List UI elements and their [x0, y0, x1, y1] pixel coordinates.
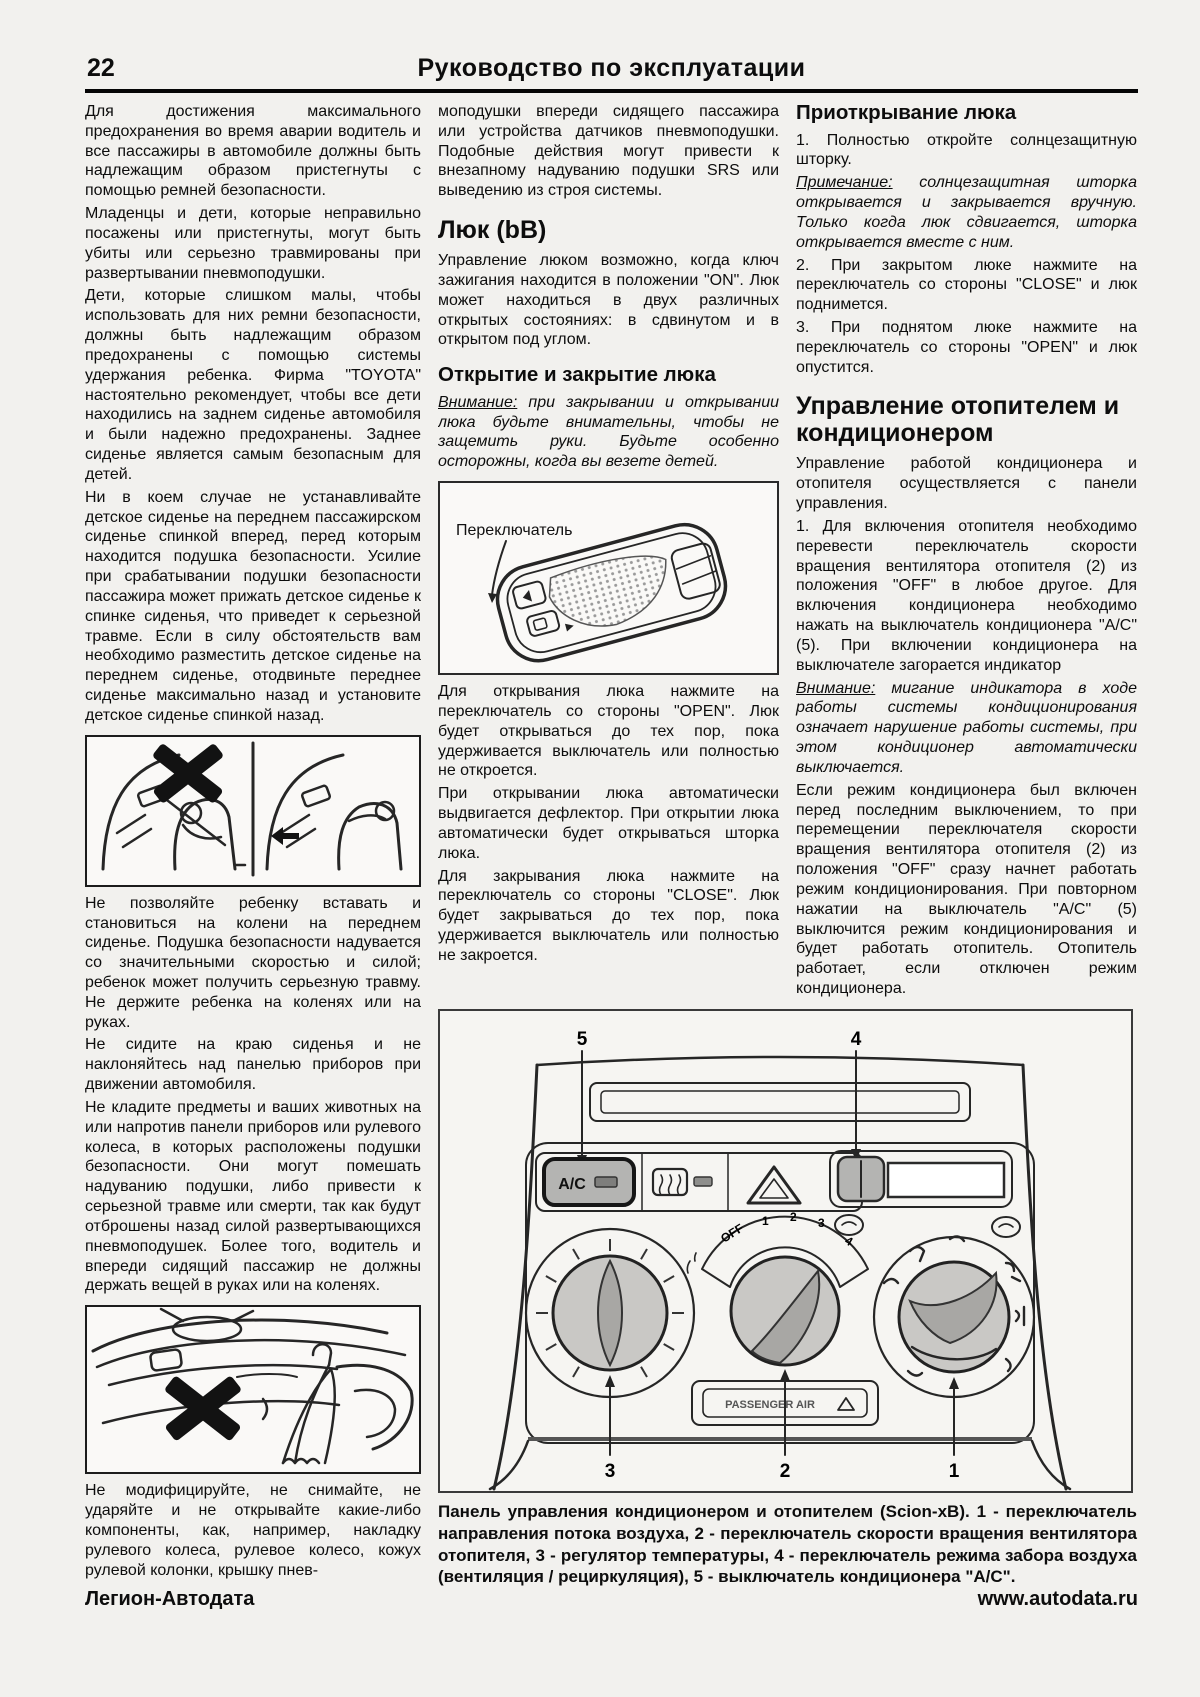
right-section — [438, 102, 1137, 1588]
paragraph: При открывании люка автоматически выдвигается дефлектор. При открытии люка автоматически будет открываться шторка люка. — [438, 785, 779, 862]
figure-label-switch: Переключатель — [456, 522, 573, 540]
callout-1: 1 — [948, 1461, 960, 1482]
defogger-indicator-icon — [694, 1177, 712, 1186]
paragraph: 2. При закрытом люке нажмите на переключатель со стороны "CLOSE" и люк поднимется. — [796, 256, 1137, 314]
paragraph: 3. При поднятом люке нажмите на переключатель со стороны "OPEN" и люк опустится. — [796, 319, 1137, 376]
fan-label-4: 4 — [842, 1233, 856, 1249]
warning-note — [796, 679, 1137, 778]
subsection-heading-open-close: Открытие и закрытие люка — [438, 363, 716, 387]
ac-button — [544, 1159, 634, 1205]
warning-note-text: мигание индикатора в ходе работы системы кондиционирования означает нарушение работы системы, при этом кондиционер автоматически выключается. — [796, 679, 1137, 776]
prohibited-x-icon — [152, 742, 225, 803]
paragraph: Если режим кондиционера был включен перед последним выключением, то при перемещении переключателя скорости вращения вентилятора отопителя (2) из положения "OFF" сразу начнет работать режим кондиционирования. При повторном нажатии на выключатель "A/C" (5) выключится режим кондиционирования и будет работать отопитель. Отопитель работает, если отключен режим кондиционера. — [796, 781, 1137, 997]
paragraph: Не позволяйте ребенку вставать и становиться на колени на переднем сиденье. Подушка безопасности надувается со значительными скоростью и силой; ребенок может получить серьезную травму. Не держите ребенка на коленях или на руках. — [85, 894, 421, 1031]
paragraph: Младенцы и дети, которые неправильно посажены или пристегнуты, могут быть убиты или серьезно травмированы при развертывании пневмоподушки. — [85, 205, 421, 282]
paragraph: Для достижения максимального предохранения во время аварии водитель и все пассажиры в автомобиле должны быть надлежащим образом пристегнуты с помощью ремней безопасности. — [85, 103, 421, 200]
warning-note-lead: Внимание: — [438, 393, 518, 411]
figure-dashboard-warning — [85, 1305, 421, 1474]
hazard-button — [748, 1167, 800, 1203]
slider-slot — [888, 1163, 1004, 1197]
paragraph: 1. Для включения отопителя необходимо перевести переключатель скорости вращения вентилятора отопителя (2) из положения "OFF" в любое другое. Для включения кондиционера необходимо нажать на выключатель кондиционера "A/C" (5). При включении кондиционера на выключателе загорается индикатор — [796, 517, 1137, 674]
column-right — [796, 102, 1137, 997]
paragraph: Ни в коем случае не устанавливайте детское сиденье на переднем пассажирском сиденье спинкой вперед, перед которым находится подушка безопасности. Усилие при срабатывании подушки безопасности пассажира может прижать детское сиденье к спинке сиденья, что приведет к серьезной травме. Если в силу обстоятельств вам необходимо разместить детское сиденье на переднем сиденье, отодвиньте переднее сиденье максимально назад и установите детское сиденье спинкой назад. — [85, 488, 421, 724]
fan-label-3: 3 — [818, 1216, 825, 1230]
figure-sunroof-switch — [438, 481, 779, 675]
passenger-badge-label: PASSENGER AIR — [725, 1399, 815, 1411]
warning-note-text: при закрывании и открывании люка будьте внимательны, чтобы не защемить руки. Будьте особенно осторожны, когда вы везете детей. — [438, 393, 779, 471]
callout-2: 2 — [779, 1461, 791, 1482]
section-heading-hvac: Управление отопителем и кондиционером — [796, 392, 1120, 448]
upper-columns — [438, 102, 1137, 997]
remark-note-lead: Примечание: — [796, 174, 893, 192]
page-header — [85, 50, 1138, 93]
ac-indicator-icon — [595, 1177, 617, 1187]
column-left — [85, 102, 421, 1582]
callout-3: 3 — [604, 1461, 616, 1482]
fan-label-2: 2 — [790, 1210, 797, 1224]
callout-5: 5 — [576, 1029, 588, 1050]
page-title: Руководство по эксплуатации — [417, 54, 806, 82]
ac-button-label: A/C — [558, 1176, 586, 1193]
paragraph: Не кладите предметы и ваших животных на или напротив панели приборов или рулевого колеса, в которых расположены подушки безопасности. Они могут помешать надуванию подушки, либо привести к серьезной травме или смерти, так как будут отброшены назад силой развертывающихся пневмоподушек. Более того, водитель и впереди сидящий пассажир не должны держать вещей в руках или на коленях. — [85, 1098, 421, 1295]
warning-note-lead: Внимание: — [796, 679, 876, 697]
paragraph: Управление люком возможно, когда ключ зажигания находится в положении "ON". Люк может находиться в двух различных открытых состояниях: в сдвинутом и в открытом под углом. — [438, 252, 779, 349]
paragraph: Управление работой кондиционера и отопителя осуществляется с панели управления. — [796, 455, 1137, 513]
callout-4: 4 — [850, 1029, 862, 1050]
paragraph: моподушки впереди сидящего пассажира или устройства датчиков пневмоподушки. Подобные действия могут привести к внезапному надуванию подушки SRS или выведению из строя системы. — [438, 103, 779, 200]
remark-note — [796, 173, 1137, 252]
airflow-mode-dial — [874, 1236, 1034, 1397]
oval-badge-icon — [992, 1217, 1020, 1237]
warning-triangle-icon — [838, 1398, 854, 1410]
warning-note — [438, 393, 779, 472]
column-middle — [438, 102, 779, 997]
temperature-dial — [526, 1229, 694, 1397]
fan-label-off: OFF — [718, 1220, 746, 1246]
fan-label-1: 1 — [762, 1214, 769, 1228]
paragraph: Не сидите на краю сиденья и не наклоняйтесь над панелью приборов при движении автомобиля. — [85, 1036, 421, 1094]
air-intake-slider — [830, 1151, 1012, 1207]
paragraph: Не модифицируйте, не снимайте, не ударяйте и не открывайте какие-либо компоненты, как, например, накладку рулевого колеса, рулевое колесо, кожух рулевой колонки, крышку пнев- — [85, 1482, 421, 1579]
paragraph: Дети, которые слишком малы, чтобы использовать для них ремни безопасности, должны быть надлежащим образом предохранены с помощью системы удержания ребенка. Фирма "TOYOTA" настоятельно рекомендует, чтобы все дети находились на заднем сиденье автомобиля и были надежно предохранены. Заднее сиденье является самым безопасным для детей. — [85, 287, 421, 483]
page-content — [85, 102, 1137, 1588]
paragraph: Для закрывания люка нажмите на переключатель со стороны "CLOSE". Люк будет закрываться до тех пор, пока удерживается выключатель или полностью не закроется. — [438, 867, 779, 964]
figure-hvac-control-panel — [438, 1009, 1133, 1493]
website-url: www.autodata.ru — [977, 1588, 1138, 1610]
paragraph: Для открывания люка нажмите на переключатель со стороны "OPEN". Люк будет открываться до тех пор, пока удерживается выключатель или полностью не откроется. — [438, 683, 779, 780]
figure-child-seat-warning — [85, 735, 421, 887]
section-heading-sunroof: Люк (bB) — [438, 216, 547, 245]
remark-note-text: солнцезащитная шторка открывается и закрывается вручную. Только когда люк сдвигается, шторка открывается вместе с ним. — [796, 174, 1137, 251]
publisher-name: Легион-Автодата — [85, 1588, 255, 1610]
paragraph: 1. Полностью откройте солнцезащитную шторку. — [796, 131, 1137, 169]
subsection-heading-tilt: Приоткрывание люка — [796, 102, 1017, 124]
fan-icon — [687, 1253, 696, 1273]
defogger-button — [653, 1169, 712, 1195]
page-number: 22 — [87, 54, 115, 82]
oval-badge-icon — [835, 1215, 863, 1235]
figure-caption: Панель управления кондиционером и отопителем (Scion-xB). 1 - переключатель направления потока воздуха, 2 - переключатель скорости вращения вентилятора отопителя, 3 - регулятор температуры, 4 - переключатель режима забора воздуха (вентиляция / рециркуляция), 5 - выключатель кондиционера "A/C". — [438, 1502, 1137, 1587]
